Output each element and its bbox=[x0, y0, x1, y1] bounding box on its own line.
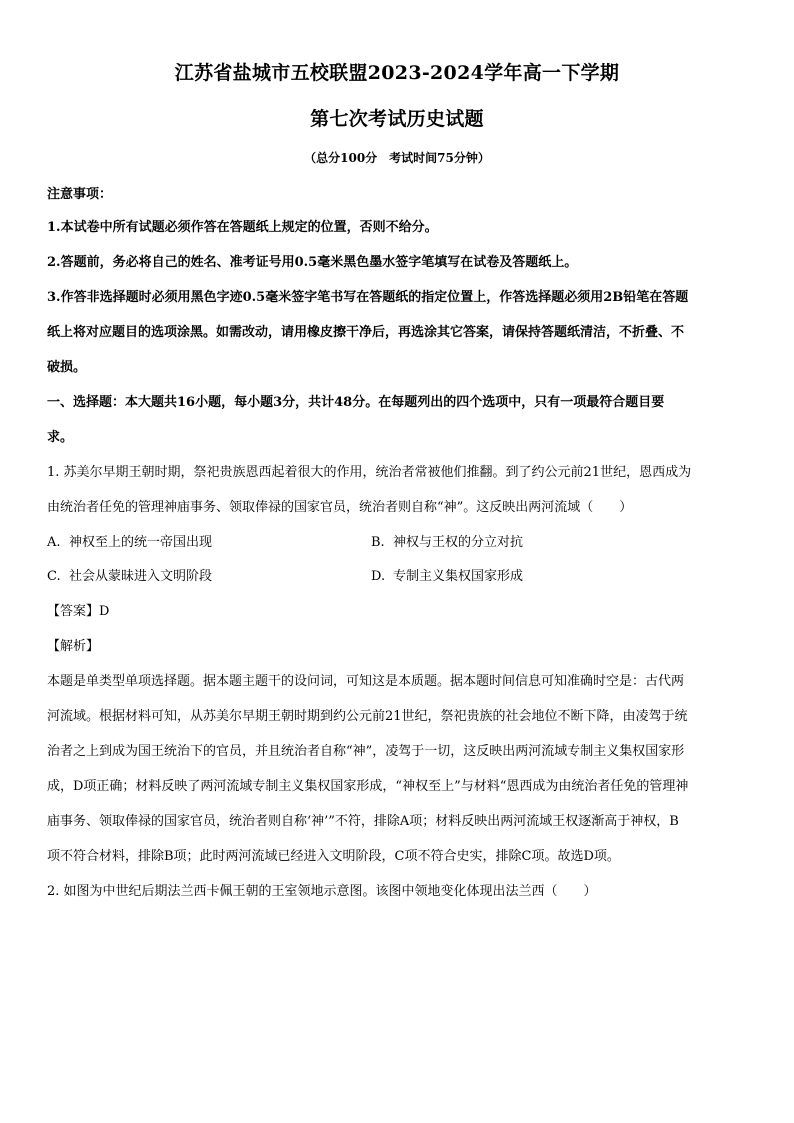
q1-analysis-heading: 【解析】 bbox=[47, 639, 100, 654]
notice-item-2: 2.答题前，务必将自己的姓名、准考证号用0.5毫米黑色墨水签字笔填写在试卷及答题纸上。 bbox=[47, 255, 578, 270]
q1-option-d-text: 专制主义集权国家形成 bbox=[393, 569, 524, 584]
q1-analysis-line: 项不符合材料，排除B项；此时两河流域已经进入文明阶段，C项不符合史实，排除C项。故选D项。 bbox=[47, 849, 620, 864]
section1-heading-line1: 一、选择题：本大题共16小题，每小题3分，共计48分。在每题列出的四个选项中，只有一项最符合题目要 bbox=[47, 395, 665, 410]
q1-stem-line2: 由统治者任免的管理神庙事务、领取俸禄的国家官员，统治者则自称“神”。这反映出两河流域（ ） bbox=[47, 500, 633, 515]
q1-option-c-text: 社会从蒙昧进入文明阶段 bbox=[69, 569, 213, 584]
q1-option-b-text: 神权与王权的分立对抗 bbox=[393, 535, 524, 550]
q1-option-a-text: 神权至上的统一帝国出现 bbox=[69, 535, 213, 550]
page-title-line2: 第七次考试历史试题 bbox=[310, 108, 484, 130]
q1-option-d-label: D. bbox=[371, 569, 386, 584]
page-title-line1: 江苏省盐城市五校联盟2023-2024学年高一下学期 bbox=[174, 62, 620, 84]
q2-stem-line1: 2. 如图为中世纪后期法兰西卡佩王朝的王室领地示意图。该图中领地变化体现出法兰西（ ） bbox=[47, 884, 597, 899]
q1-stem-line1: 1. 苏美尔早期王朝时期，祭祀贵族恩西起着很大的作用，统治者常被他们推翻。到了约公元前21世纪，恩西成为 bbox=[47, 465, 692, 480]
q1-option-b bbox=[371, 534, 523, 552]
q1-analysis-line: 本题是单类型单项选择题。据本题主题干的设问词，可知这是本质题。据本题时间信息可知准确时空是：古代两 bbox=[47, 674, 685, 689]
q1-analysis-line: 成，D项正确；材料反映了两河流域专制主义集权国家形成，“神权至上”与材料“恩西成为由统治者任免的管理神 bbox=[47, 779, 689, 794]
q1-analysis-line: 河流域。根据材料可知，从苏美尔早期王朝时期到约公元前21世纪，祭祀贵族的社会地位不断下降，由凌驾于统 bbox=[47, 709, 688, 724]
q1-analysis-line: 庙事务、领取俸禄的国家官员，统治者则自称‘神’”不符，排除A项；材料反映出两河流域王权逐渐高于神权，B bbox=[47, 814, 679, 829]
q1-option-c-label: C. bbox=[47, 569, 61, 584]
q1-option-c bbox=[47, 568, 212, 586]
q1-option-a-label: A. bbox=[47, 535, 61, 550]
q1-option-a bbox=[47, 534, 212, 552]
exam-info: （总分100分 考试时间75分钟） bbox=[304, 151, 490, 165]
q1-option-d bbox=[371, 568, 523, 586]
q1-analysis-line: 治者之上到成为国王统治下的官员，并且统治者自称“神”，凌驾于一切，这反映出两河流域专制主义集权国家形 bbox=[47, 744, 685, 759]
section1-heading-line2: 求。 bbox=[47, 430, 74, 445]
notice-item-1: 1.本试卷中所有试题必须作答在答题纸上规定的位置，否则不给分。 bbox=[47, 220, 438, 235]
notice-item-3-line2: 纸上将对应题目的选项涂黑。如需改动，请用橡皮擦干净后，再选涂其它答案，请保持答题纸清洁，不折叠、不 bbox=[47, 325, 685, 340]
q1-answer: 【答案】D bbox=[47, 604, 110, 619]
notice-heading: 注意事项： bbox=[47, 187, 113, 202]
notice-item-3-line1: 3.作答非选择题时必须用黑色字迹0.5毫米签字笔书写在答题纸的指定位置上，作答选择题必须用2B铅笔在答题 bbox=[47, 290, 689, 305]
notice-item-3-line3: 破损。 bbox=[47, 360, 87, 375]
q1-option-b-label: B. bbox=[371, 535, 385, 550]
